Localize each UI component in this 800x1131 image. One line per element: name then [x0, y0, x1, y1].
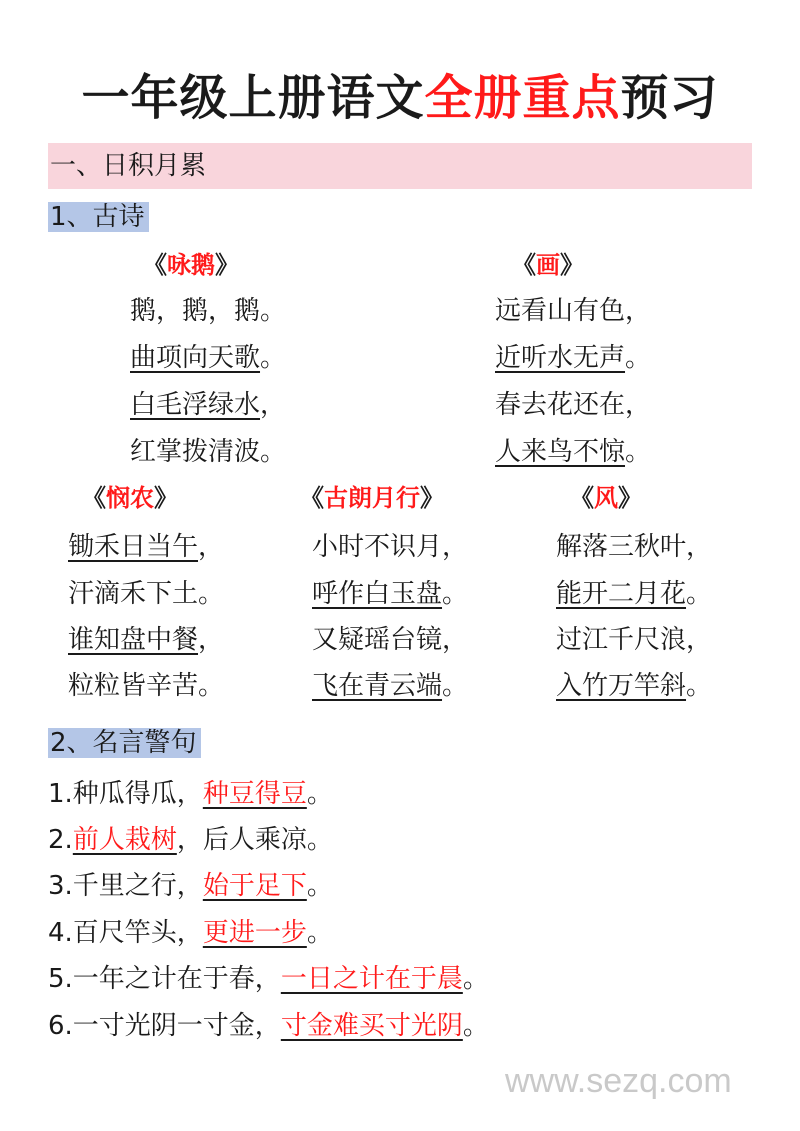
poem-title-feng [570, 483, 642, 513]
quote-punct: 。 [306, 918, 333, 948]
quote-item [48, 825, 333, 855]
poem-line [130, 343, 286, 373]
bracket-close: 》 [618, 483, 642, 512]
bracket-open: 《 [82, 483, 106, 512]
line-text: 过江千尺浪， [556, 625, 713, 655]
punct: 。 [686, 671, 713, 701]
line-text: 鹅，鹅，鹅。 [130, 296, 287, 326]
poem-line [68, 532, 224, 562]
quote-punct: 。 [306, 871, 333, 901]
line-text: 春去花还在， [495, 390, 652, 420]
quote-item [48, 964, 489, 994]
quote-item [48, 779, 333, 809]
punct: 。 [260, 343, 287, 373]
punct: 。 [625, 343, 652, 373]
line-text: 白毛浮绿水 [130, 390, 261, 420]
line-text: 能开二月花 [556, 579, 687, 609]
poem-line [130, 437, 286, 467]
poem-line [495, 437, 651, 467]
poem-line [556, 671, 712, 701]
line-text: 近听水无声 [495, 343, 626, 373]
punct: 。 [442, 671, 469, 701]
line-text: 入竹万竿斜 [556, 671, 687, 701]
poem-line [312, 671, 468, 701]
line-text: 解落三秋叶， [556, 532, 713, 562]
poem-line [312, 532, 468, 562]
bracket-open: 《 [143, 250, 167, 279]
poem-name: 风 [594, 483, 618, 512]
quote-answer: 前人栽树 [72, 825, 177, 855]
line-text: 红掌拨清波。 [130, 437, 287, 467]
poem-line [556, 532, 712, 562]
quote-answer: 一日之计在于晨 [280, 964, 463, 994]
poem-line [312, 579, 468, 609]
poem-title-yonge [143, 250, 239, 280]
quote-item [48, 918, 333, 948]
quote-item [48, 1011, 489, 1041]
quote-text: 6.一寸光阴一寸金， [48, 1011, 281, 1041]
poem-line [312, 625, 468, 655]
quote-text: 3.千里之行， [48, 871, 203, 901]
poem-line [130, 296, 286, 326]
quote-text: 5.一年之计在于春， [48, 964, 281, 994]
punct: ， [198, 532, 225, 562]
quote-answer: 种豆得豆 [202, 779, 307, 809]
punct: ， [198, 625, 225, 655]
section-header-accumulation [48, 143, 752, 189]
poem-line [68, 579, 224, 609]
subsection-label: 2、名言警句 [48, 728, 201, 758]
poem-name: 画 [536, 250, 560, 279]
punct: 。 [442, 579, 469, 609]
line-text: 汗滴禾下土。 [68, 579, 225, 609]
bracket-open: 《 [512, 250, 536, 279]
poem-line [495, 390, 651, 420]
quote-answer: 更进一步 [202, 918, 307, 948]
poem-title-hua [512, 250, 584, 280]
bracket-close: 》 [420, 483, 444, 512]
quote-answer: 始于足下 [202, 871, 307, 901]
line-text: 呼作白玉盘 [312, 579, 443, 609]
quote-text: 1.种瓜得瓜， [48, 779, 203, 809]
line-text: 谁知盘中餐 [68, 625, 199, 655]
watermark: www.sezq.com [505, 1062, 732, 1100]
title-highlight: 全册重点 [424, 70, 621, 126]
bracket-open: 《 [570, 483, 594, 512]
poem-line [556, 579, 712, 609]
line-text: 曲项向天歌 [130, 343, 261, 373]
poem-line [495, 296, 651, 326]
bracket-open: 《 [300, 483, 324, 512]
line-text: 远看山有色， [495, 296, 652, 326]
poem-line [495, 343, 651, 373]
quote-punct: 。 [462, 964, 489, 994]
subsection-ancient-poems [48, 200, 149, 234]
quote-punct: 。 [462, 1011, 489, 1041]
line-text: 又疑瑶台镜， [312, 625, 469, 655]
line-text: 粒粒皆辛苦。 [68, 671, 225, 701]
quote-item [48, 871, 333, 901]
line-text: 飞在青云端 [312, 671, 443, 701]
punct: ， [260, 390, 287, 420]
poem-name: 古朗月行 [324, 483, 420, 512]
punct: 。 [625, 437, 652, 467]
line-text: 小时不识月， [312, 532, 469, 562]
line-text: 人来鸟不惊 [495, 437, 626, 467]
title-part1: 一年级上册语文 [81, 70, 425, 126]
punct: 。 [686, 579, 713, 609]
page-title [0, 70, 800, 126]
poem-line [130, 390, 286, 420]
quote-punct: ，后人乘凉。 [176, 825, 333, 855]
poem-title-minnong [82, 483, 178, 513]
poem-line [68, 671, 224, 701]
poem-name: 咏鹅 [167, 250, 215, 279]
quote-text: 4.百尺竿头， [48, 918, 203, 948]
quote-answer: 寸金难买寸光阴 [280, 1011, 463, 1041]
poem-title-gulangyuexing [300, 483, 444, 513]
quote-punct: 。 [306, 779, 333, 809]
poem-name: 悯农 [106, 483, 154, 512]
bracket-close: 》 [215, 250, 239, 279]
bracket-close: 》 [560, 250, 584, 279]
poem-line [556, 625, 712, 655]
line-text: 锄禾日当午 [68, 532, 199, 562]
subsection-famous-quotes [48, 726, 201, 760]
section-header-label: 一、日积月累 [50, 151, 207, 181]
quote-text: 2. [48, 825, 73, 855]
subsection-label: 1、古诗 [48, 202, 149, 232]
title-part3: 预习 [620, 70, 719, 126]
poem-line [68, 625, 224, 655]
bracket-close: 》 [154, 483, 178, 512]
